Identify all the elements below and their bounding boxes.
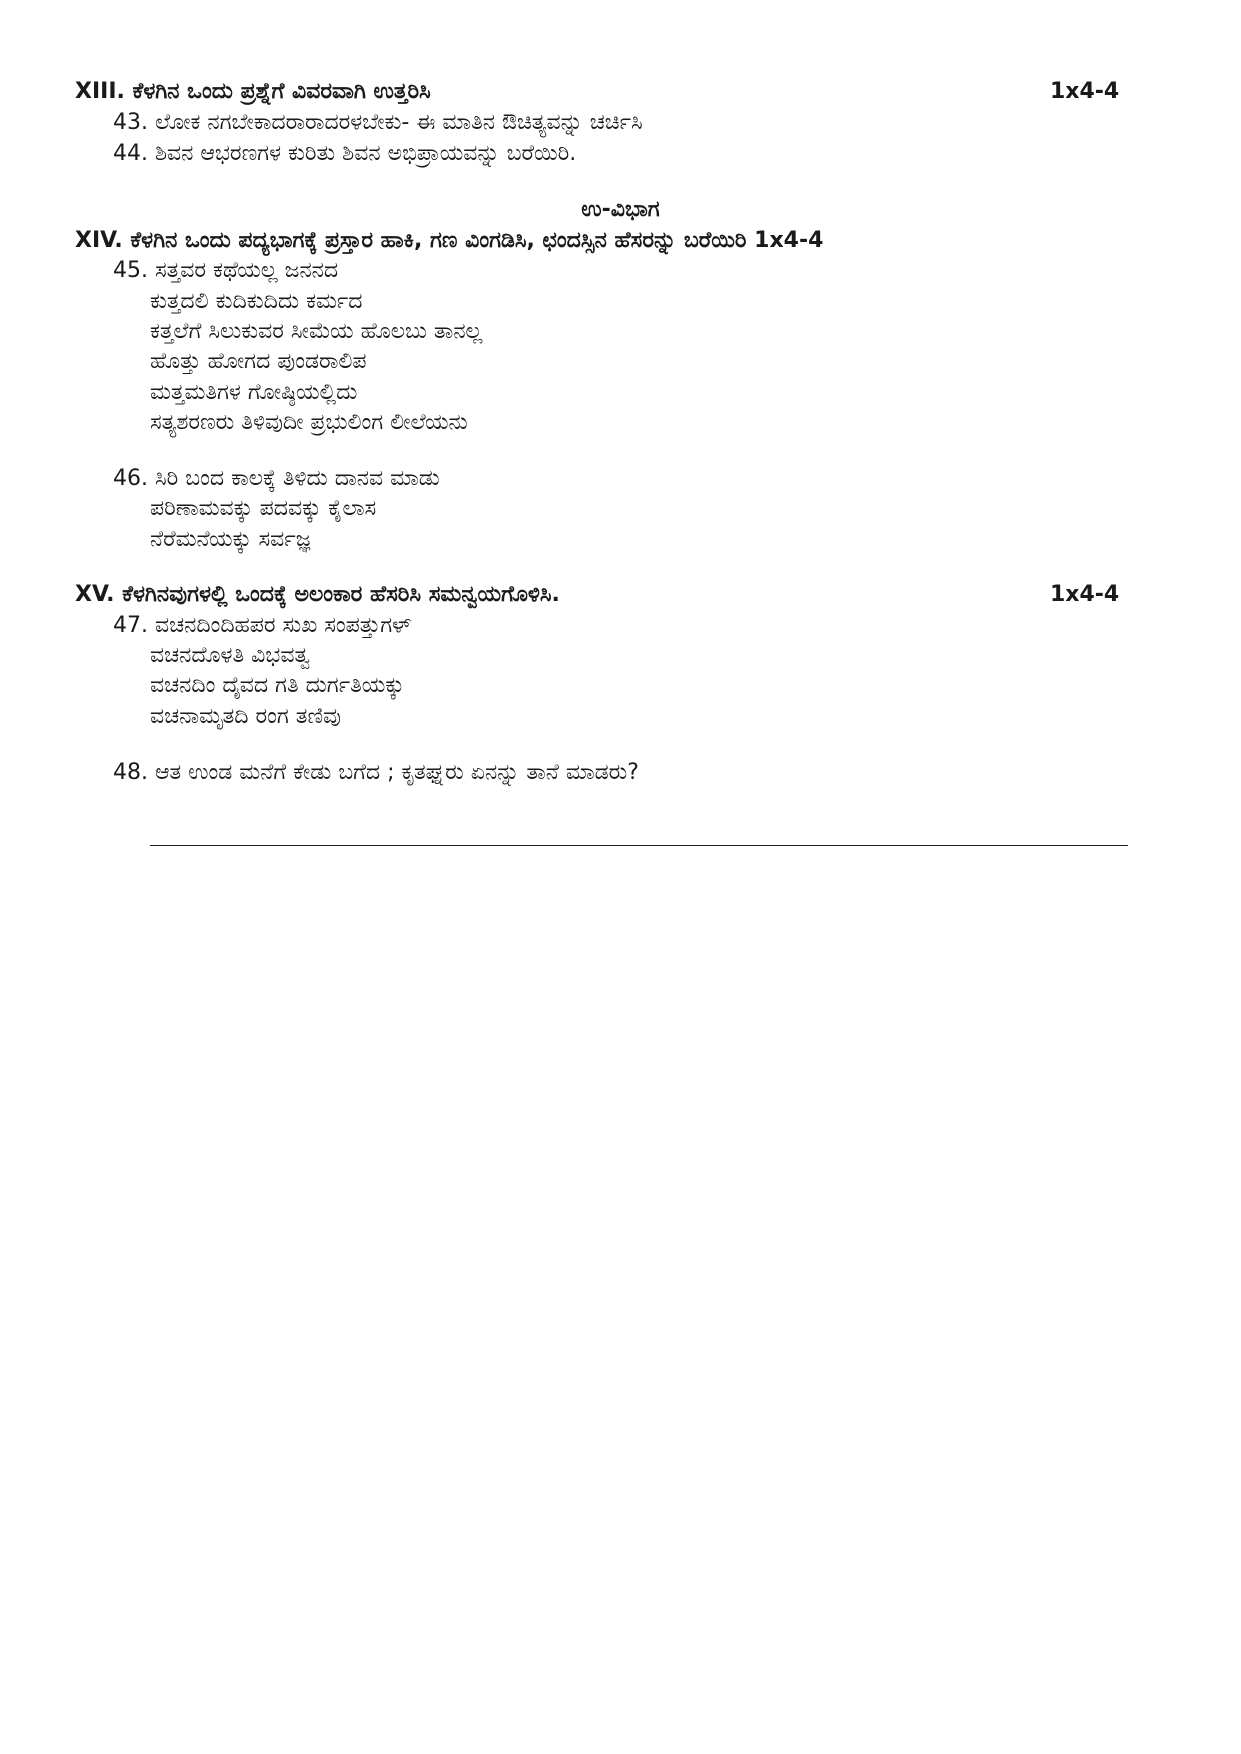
section-xv-heading: XV. ಕೆಳಗಿನವುಗಳಲ್ಲಿ ಒಂದಕ್ಕೆ ಅಲಂಕಾರ ಹೆಸರಿಸಿ ಸಮನ್ವಯಗೊಳಿಸಿ. bbox=[75, 582, 560, 607]
divider-line bbox=[150, 845, 1128, 846]
poem-45-line: ಹೊತ್ತು ಹೋಗದ ಪುಂಡರಾಲಿಪ bbox=[150, 349, 367, 374]
poem-47-line: ವಚನದೊಳತಿ ವಿಭವತ್ವ bbox=[150, 643, 311, 668]
poem-45-line: ಕುತ್ತದಲಿ ಕುದಿಕುದಿದು ಕರ್ಮದ bbox=[150, 289, 363, 314]
question-44: 44. ಶಿವನ ಆಭರಣಗಳ ಕುರಿತು ಶಿವನ ಅಭಿಪ್ರಾಯವನ್ನು ಬರೆಯಿರಿ. bbox=[113, 141, 577, 166]
question-48: 48. ಆತ ಉಂಡ ಮನೆಗೆ ಕೇಡು ಬಗೆದ ; ಕೃತಘ್ನರು ಏನನ್ನು ತಾನೆ ಮಾಡರು? bbox=[113, 760, 639, 785]
section-xiii-heading: XIII. ಕೆಳಗಿನ ಒಂದು ಪ್ರಶ್ನೆಗೆ ವಿವರವಾಗಿ ಉತ್ತರಿಸಿ bbox=[75, 79, 431, 104]
poem-47-line: ವಚನಾಮೃತದಿ ರಂಗ ತಣಿವು bbox=[150, 704, 341, 729]
question-45: 45. ಸತ್ತವರ ಕಥೆಯಲ್ಲ ಜನನದ bbox=[113, 258, 339, 283]
section-xiii-marks: 1x4-4 bbox=[1050, 79, 1120, 104]
question-43: 43. ಲೋಕ ನಗಬೇಕಾದರಾರಾದರಳಬೇಕು- ಈ ಮಾತಿನ ಔಚಿತ್ಯವನ್ನು ಚರ್ಚಿಸಿ bbox=[113, 110, 643, 135]
poem-47-line: ವಚನದಿಂ ದೈವದ ಗತಿ ದುರ್ಗತಿಯಕ್ಕು bbox=[150, 673, 405, 698]
poem-46-line: ಪರಿಣಾಮವಕ್ಕು ಪದವಕ್ಕು ಕೈಲಾಸ bbox=[150, 496, 377, 521]
part-title: ಉ-ವಿಭಾಗ bbox=[581, 197, 660, 222]
question-46: 46. ಸಿರಿ ಬಂದ ಕಾಲಕ್ಕೆ ತಿಳಿದು ದಾನವ ಮಾಡು bbox=[113, 466, 440, 491]
question-47: 47. ವಚನದಿಂದಿಹಪರ ಸುಖ ಸಂಪತ್ತುಗಳ್ bbox=[113, 613, 412, 638]
poem-45-line: ಸತ್ಯಶರಣರು ತಿಳಿವುದೀ ಪ್ರಭುಲಿಂಗ ಲೀಲೆಯನು bbox=[150, 410, 468, 435]
poem-46-line: ನೆರೆಮನೆಯಕ್ಕು ಸರ್ವಜ್ಞ bbox=[150, 527, 311, 552]
poem-45-line: ಮತ್ತಮತಿಗಳ ಗೋಷ್ಠಿಯಲ್ಲಿದು bbox=[150, 380, 358, 405]
poem-45-line: ಕತ್ತಲೆಗೆ ಸಿಲುಕುವರ ಸೀಮೆಯ ಹೊಲಬು ತಾನಲ್ಲ bbox=[150, 319, 483, 344]
section-xiv-heading: XIV. ಕೆಳಗಿನ ಒಂದು ಪದ್ಯಭಾಗಕ್ಕೆ ಪ್ರಸ್ತಾರ ಹಾಕಿ, ಗಣ ವಿಂಗಡಿಸಿ, ಛಂದಸ್ಸಿನ ಹೆಸರನ್ನು ಬರೆಯಿರಿ 1x4-4 bbox=[75, 228, 824, 253]
section-xv-marks: 1x4-4 bbox=[1050, 582, 1120, 607]
